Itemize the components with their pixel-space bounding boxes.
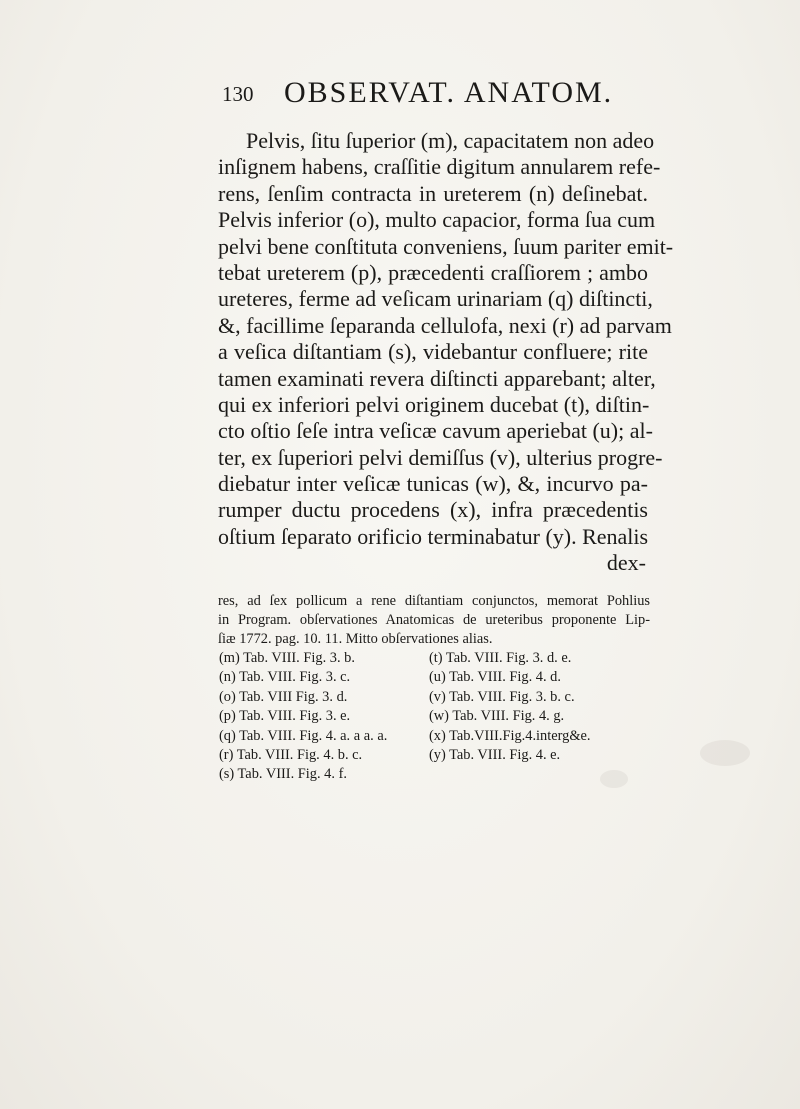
body-line: &, facillime ſeparanda cellulofa, nexi (r) ad parvam <box>218 312 672 338</box>
body-line: oſtium ſeparato orificio terminabatur (y). Renalis <box>218 523 649 549</box>
body-line: Pelvis inferior (o), multo capacior, forma ſua cum <box>218 207 656 233</box>
body-text <box>218 128 674 577</box>
reference-item: (u) Tab. VIII. Fig. 4. d. <box>429 669 561 686</box>
reference-item: (o) Tab. VIII Fig. 3. d. <box>219 688 348 705</box>
reference-item: (t) Tab. VIII. Fig. 3. d. e. <box>429 650 572 666</box>
page-number: 130 <box>222 82 254 106</box>
reference-item: (r) Tab. VIII. Fig. 4. b. c. <box>219 746 363 763</box>
reference-item: (m) Tab. VIII. Fig. 3. b. <box>219 650 355 666</box>
reference-item: (x) Tab.VIII.Fig.4.interg&e. <box>429 727 591 744</box>
reference-item: (y) Tab. VIII. Fig. 4. e. <box>429 746 561 763</box>
catchword: dex- <box>606 550 646 576</box>
body-line: rens, ſenſim contracta in ureterem (n) deſinebat. <box>218 180 648 206</box>
body-line: tebat ureterem (p), præcedenti craſſiorem ; ambo <box>218 259 648 285</box>
body-line: Pelvis, ſitu ſuperior (m), capacitatem non adeo <box>246 128 655 153</box>
footnote-line: in Program. obſervationes Anatomicas de ureteribus proponente Lip- <box>218 612 650 628</box>
reference-item: (q) Tab. VIII. Fig. 4. a. a a. a. <box>219 727 388 744</box>
references-right-column <box>429 649 591 765</box>
reference-item: (n) Tab. VIII. Fig. 3. c. <box>219 669 351 686</box>
body-line: diebatur inter veſicæ tunicas (w), &, incurvo pa- <box>218 471 648 497</box>
body-line: pelvi bene conſtituta conveniens, ſuum pariter emit- <box>218 233 674 259</box>
reference-item: (w) Tab. VIII. Fig. 4. g. <box>429 708 565 725</box>
footnote-line: ſiæ 1772. pag. 10. 11. Mitto obſervationes alias. <box>218 631 493 647</box>
running-head: OBSERVAT. ANATOM. <box>284 76 614 109</box>
body-line: qui ex inferiori pelvi originem ducebat (t), diſtin- <box>218 391 650 417</box>
reference-item: (s) Tab. VIII. Fig. 4. f. <box>219 766 347 783</box>
reference-item: (p) Tab. VIII. Fig. 3. e. <box>219 708 351 725</box>
footnote <box>218 592 650 649</box>
body-line: rumper ductu procedens (x), infra præcedentis <box>218 497 648 523</box>
body-line: ter, ex ſuperiori pelvi demiſſus (v), ulterius progre- <box>218 444 663 470</box>
reference-item: (v) Tab. VIII. Fig. 3. b. c. <box>429 688 575 705</box>
body-line: a veſica diſtantiam (s), videbantur confluere; rite <box>218 339 648 365</box>
body-line: cto oſtio ſeſe intra veſicæ cavum aperiebat (u); al- <box>218 418 653 444</box>
page-header <box>222 76 652 112</box>
body-line: tamen examinati revera diſtincti apparebant; alter, <box>218 365 656 391</box>
footnote-line: res, ad ſex pollicum a rene diſtantiam conjunctos, memorat Pohlius <box>218 593 650 609</box>
body-line: ureteres, ferme ad veſicam urinariam (q) diſtincti, <box>218 286 653 312</box>
paper-stain <box>700 740 750 766</box>
body-line: inſignem habens, craſſitie digitum annularem refe- <box>218 154 661 180</box>
references-left-column <box>219 649 387 785</box>
paper-stain <box>600 770 628 788</box>
